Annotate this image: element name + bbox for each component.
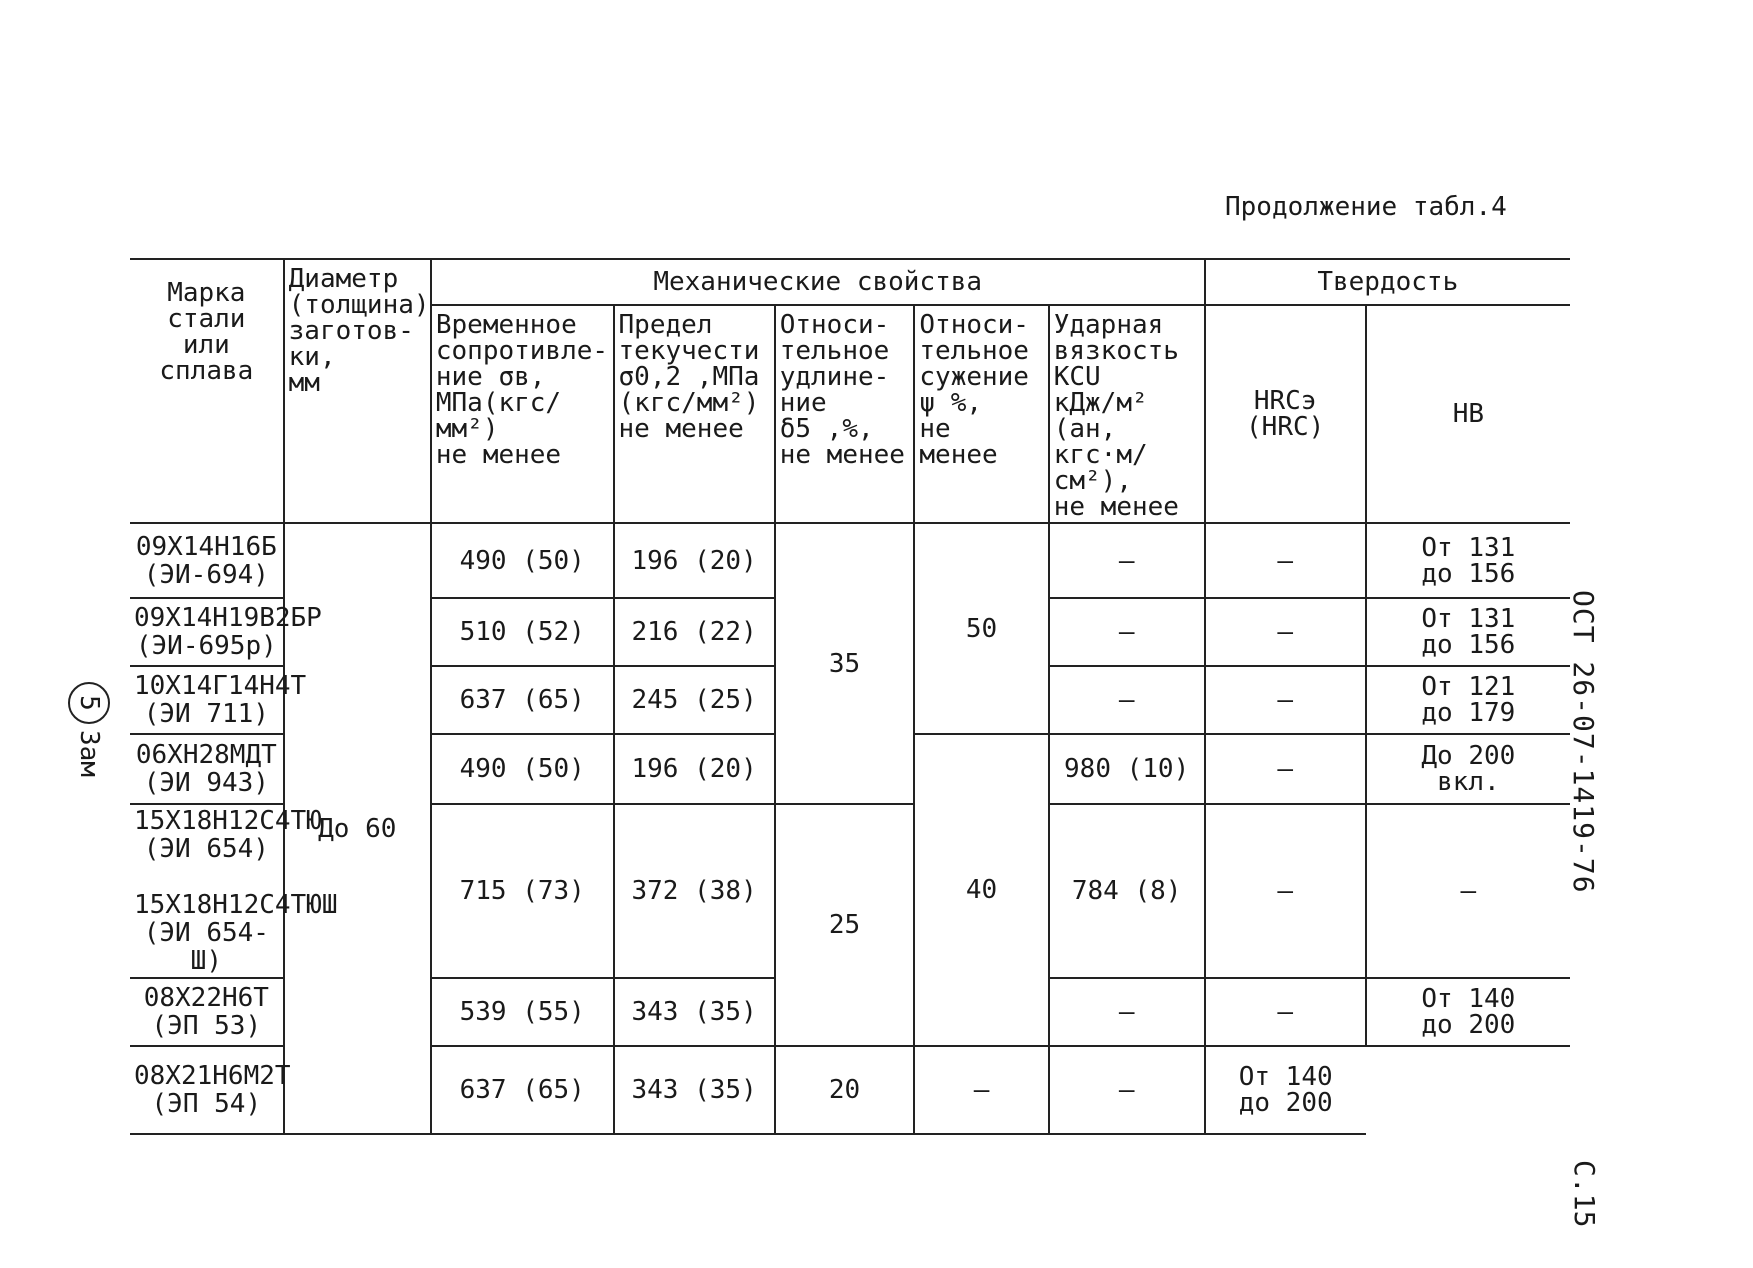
hrc-value: – <box>1049 1046 1205 1134</box>
header-hrc: HRCэ (HRC) <box>1205 305 1366 523</box>
steel-grade: 08Х22Н6Т (ЭП 53) <box>130 978 284 1046</box>
yield-value: 343 (35) <box>614 1046 775 1134</box>
hb-value: От 131 до 156 <box>1366 598 1570 666</box>
steel-grade: 08Х21Н6М2Т (ЭП 54) <box>130 1046 284 1134</box>
elongation-value: 20 <box>775 1046 915 1134</box>
change-label: Зам <box>74 730 104 777</box>
table-row <box>130 523 1570 598</box>
tensile-value: 715 (73) <box>431 804 614 978</box>
tensile-value: 637 (65) <box>431 666 614 734</box>
steel-grade: 06ХН28МДТ (ЭИ 943) <box>130 734 284 804</box>
header-diameter: Диаметр (толщина) заготов- ки, мм <box>284 259 431 523</box>
tensile-value: 490 (50) <box>431 734 614 804</box>
continuation-caption: Продолжение табл.4 <box>1225 192 1507 222</box>
hrc-value: – <box>1205 978 1366 1046</box>
impact-value: 784 (8) <box>1049 804 1205 978</box>
impact-value: – <box>1049 666 1205 734</box>
header-tensile-strength: Временное сопротивле- ние σв, МПа(кгс/мм²) не менее <box>431 305 614 523</box>
yield-value: 245 (25) <box>614 666 775 734</box>
elongation-value: 35 <box>775 523 915 804</box>
tensile-value: 490 (50) <box>431 523 614 598</box>
tensile-value: 637 (65) <box>431 1046 614 1134</box>
elongation-value: 25 <box>775 804 915 1046</box>
diameter-cell: До 60 <box>284 523 431 1134</box>
reduction-value: 40 <box>914 734 1048 1046</box>
hrc-value: – <box>1205 804 1366 978</box>
header-grade: Марка стали или сплава <box>130 259 284 523</box>
change-number-circle: 5 <box>68 682 110 724</box>
page-number: С.15 <box>1568 1160 1601 1228</box>
header-elongation: Относи- тельное удлине- ние δ5 ,%, не менее <box>775 305 915 523</box>
hb-value: – <box>1366 804 1570 978</box>
hb-value: От 131 до 156 <box>1366 523 1570 598</box>
hb-value: До 200 вкл. <box>1366 734 1570 804</box>
impact-value: 980 (10) <box>1049 734 1205 804</box>
header-reduction-of-area: Относи- тельное сужение ψ %, не менее <box>914 305 1048 523</box>
hrc-value: – <box>1205 598 1366 666</box>
yield-value: 196 (20) <box>614 523 775 598</box>
header-yield-strength: Предел текучести σ0,2 ,МПа (кгс/мм²) не менее <box>614 305 775 523</box>
hrc-value: – <box>1205 666 1366 734</box>
impact-value: – <box>1049 523 1205 598</box>
hb-value: От 140 до 200 <box>1205 1046 1366 1134</box>
yield-value: 372 (38) <box>614 804 775 978</box>
reduction-value: 50 <box>914 523 1048 734</box>
impact-value: – <box>1049 978 1205 1046</box>
steel-grade: 15Х18Н12С4ТЮ (ЭИ 654) 15Х18Н12С4ТЮШ (ЭИ 654-Ш) <box>130 804 284 978</box>
change-mark <box>68 682 110 792</box>
impact-value: – <box>914 1046 1048 1134</box>
steel-grade: 09Х14Н19В2БР (ЭИ-695р) <box>130 598 284 666</box>
standard-code: ОСТ 26-07-1419-76 <box>1567 590 1600 894</box>
steel-grade: 10Х14Г14Н4Т (ЭИ 711) <box>130 666 284 734</box>
header-mechanical-properties: Механические свойства <box>431 259 1205 305</box>
yield-value: 196 (20) <box>614 734 775 804</box>
tensile-value: 510 (52) <box>431 598 614 666</box>
hrc-value: – <box>1205 523 1366 598</box>
hb-value: От 140 до 200 <box>1366 978 1570 1046</box>
header-impact-toughness: Ударная вязкость KCU кДж/м² (ан, кгс·м/см²), не менее <box>1049 305 1205 523</box>
hb-value: От 121 до 179 <box>1366 666 1570 734</box>
yield-value: 343 (35) <box>614 978 775 1046</box>
impact-value: – <box>1049 598 1205 666</box>
header-hb: HB <box>1366 305 1570 523</box>
yield-value: 216 (22) <box>614 598 775 666</box>
tensile-value: 539 (55) <box>431 978 614 1046</box>
hrc-value: – <box>1205 734 1366 804</box>
header-hardness: Твердость <box>1205 259 1570 305</box>
steel-grade: 09Х14Н16Б (ЭИ-694) <box>130 523 284 598</box>
mechanical-properties-table <box>130 258 1570 1135</box>
